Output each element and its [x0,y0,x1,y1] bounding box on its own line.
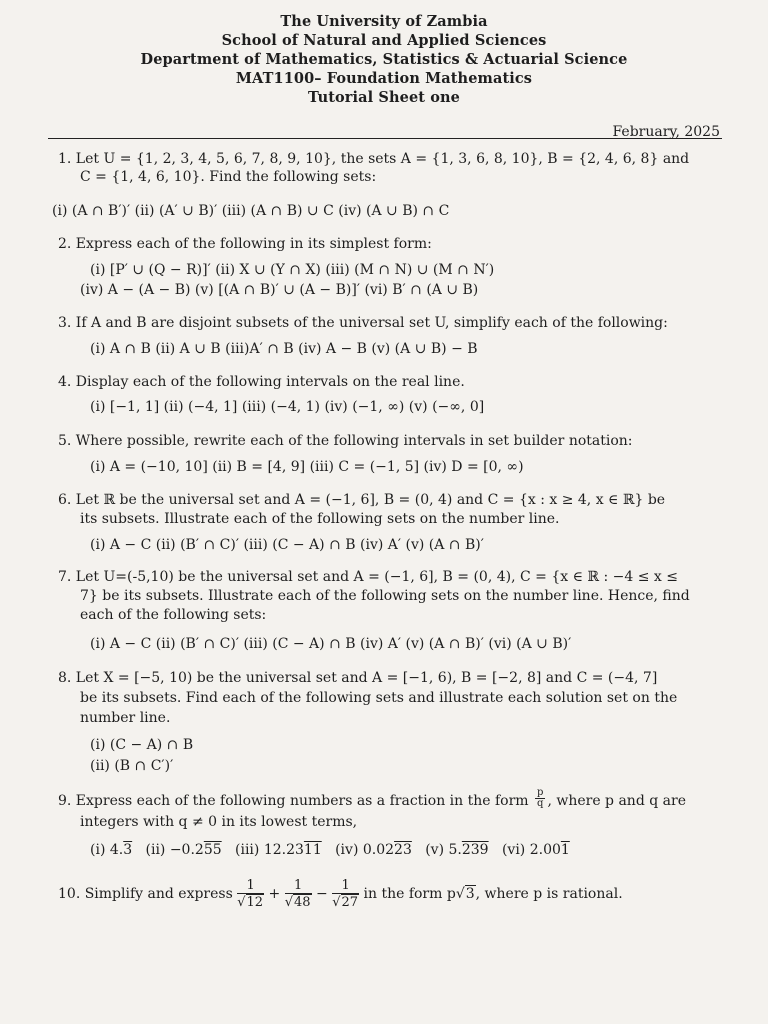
q5-parts: (i) A = (−10, 10] (ii) B = [4, 9] (iii) C = (−1, 5] (iv) D = [0, ∞) [90,459,524,475]
q9-parts [90,842,570,859]
q10-fraction-1-denominator [237,894,264,911]
q7-line2: 7} be its subsets. Illustrate each of the following sets on the number line. Hence, find [80,588,690,604]
q9-part-v-repeat: 239 [461,842,489,858]
q9-fraction-p-over-q [535,788,545,809]
q9-line1 [58,786,686,810]
sqrt-symbol: √ [455,886,465,902]
q9-part-ii-repeat: 55 [203,842,222,858]
q9-part-iii-repeat: 11 [303,842,322,858]
q9-part-iv-repeat: 23 [394,842,412,858]
q10-fraction-3-numerator: 1 [332,878,359,894]
q9-line2: integers with q ≠ 0 in its lowest terms, [80,814,358,830]
q6-line2: its subsets. Illustrate each of the following sets on the number line. [80,511,560,527]
q2-parts1: (i) [P′ ∪ (Q − R)]′ (ii) X ∪ (Y ∩ X) (iii) (M ∩ N) ∪ (M ∩ N′) [90,262,495,278]
q10-fraction-2 [285,878,312,911]
q8-part2: (ii) (B ∩ C′)′ [90,758,174,774]
sqrt-symbol: √ [284,894,294,910]
q7-line1: 7. Let U=(-5,10) be the universal set and A = (−1, 6], B = (0, 4), C = {x ∈ ℝ : −4 ≤ x ≤ [58,569,678,585]
q9-part-vi-whole: (vi) 2.00 [501,842,561,858]
q9-part-ii-whole: (ii) −0.2 [145,842,204,858]
q4-line1: 4. Display each of the following intervals on the real line. [58,374,465,390]
q10-fraction-2-denominator [285,894,312,911]
q10-fraction-3-denominator [332,894,359,911]
q10-tail-start: in the form p [363,886,456,902]
q9-line1-end: , where p and q are [547,793,686,809]
q8-part1: (i) (C − A) ∩ B [90,737,194,753]
q10-tail-end: , where p is rational. [475,886,623,902]
q9-part-iii-whole: (iii) 12.23 [235,842,304,858]
q1-parts: (i) (A ∩ B′)′ (ii) (A′ ∪ B)′ (iii) (A ∩ B) ∪ C (iv) (A ∪ B) ∩ C [52,203,450,219]
university-name: The University of Zambia [280,13,488,30]
q10-line [58,872,623,916]
q10-fraction-1 [237,878,264,911]
q10-fraction-3 [332,878,359,911]
q8-line3: number line. [80,710,171,726]
q1-line1: 1. Let U = {1, 2, 3, 4, 5, 6, 7, 8, 9, 10}, the sets A = {1, 3, 6, 8, 10}, B = {2, 4, 6, 8} and [58,151,690,167]
q10-radicand-1: 12 [246,894,264,910]
q2-line1: 2. Express each of the following in its simplest form: [58,236,432,252]
q3-line1: 3. If A and B are disjoint subsets of the universal set U, simplify each of the following: [58,315,668,331]
q9-part-i-whole: (i) 4. [90,842,124,858]
q10-minus: − [316,886,328,902]
q2-parts2: (iv) A − (A − B) (v) [(A ∩ B)′ ∪ (A − B)]′ (vi) B′ ∩ (A ∪ B) [80,282,479,298]
sheet-title: Tutorial Sheet one [308,89,460,106]
q10-radicand-3: 27 [341,894,359,910]
q9-fraction-denominator: q [537,797,544,809]
header-divider [48,138,722,139]
q4-parts: (i) [−1, 1] (ii) (−4, 1] (iii) (−4, 1) (iv) (−1, ∞) (v) (−∞, 0] [90,399,485,415]
q7-parts: (i) A − C (ii) (B′ ∩ C)′ (iii) (C − A) ∩ B (iv) A′ (v) (A ∩ B)′ (vi) (A ∪ B)′ [90,636,572,652]
q10-fraction-1-numerator: 1 [237,878,264,894]
q8-line2: be its subsets. Find each of the following sets and illustrate each solution set on the [80,690,678,706]
q9-part-vi-repeat: 1 [560,842,570,858]
q10-tail-radicand: 3 [465,886,475,902]
q9-part-iv-whole: (iv) 0.02 [335,842,395,858]
q10-plus: + [268,886,281,902]
q5-line1: 5. Where possible, rewrite each of the following intervals in set builder notation: [58,433,633,449]
q6-parts: (i) A − C (ii) (B′ ∩ C)′ (iii) (C − A) ∩ B (iv) A′ (v) (A ∩ B)′ [90,537,484,553]
q9-fraction-numerator: p [537,786,544,798]
q1-line2: C = {1, 4, 6, 10}. Find the following sets: [80,169,377,185]
q9-part-v-whole: (v) 5. [425,842,462,858]
q3-parts: (i) A ∩ B (ii) A ∪ B (iii)A′ ∩ B (iv) A − B (v) (A ∪ B) − B [90,341,478,357]
q7-line3: each of the following sets: [80,607,267,623]
document-header [0,12,768,107]
q6-line1: 6. Let ℝ be the universal set and A = (−1, 6], B = (0, 4) and C = {x : x ≥ 4, x ∈ ℝ} be [58,492,666,508]
q10-radicand-2: 48 [294,894,311,910]
q9-part-i-repeat: 3 [123,842,133,858]
sheet-date: February, 2025 [612,124,720,140]
q10-lead: 10. Simplify and express [58,886,233,902]
sqrt-symbol: √ [237,894,246,910]
q8-line1: 8. Let X = [−5, 10) be the universal set and A = [−1, 6), B = [−2, 8] and C = (−4, 7] [58,670,658,686]
q10-fraction-2-numerator: 1 [285,878,312,894]
department-name: Department of Mathematics, Statistics & Actuarial Science [140,51,628,68]
school-name: School of Natural and Applied Sciences [221,32,547,49]
q9-line1-start: 9. Express each of the following numbers as a fraction in the form [58,793,529,809]
sqrt-symbol: √ [332,894,341,910]
course-title: MAT1100– Foundation Mathematics [235,70,533,87]
